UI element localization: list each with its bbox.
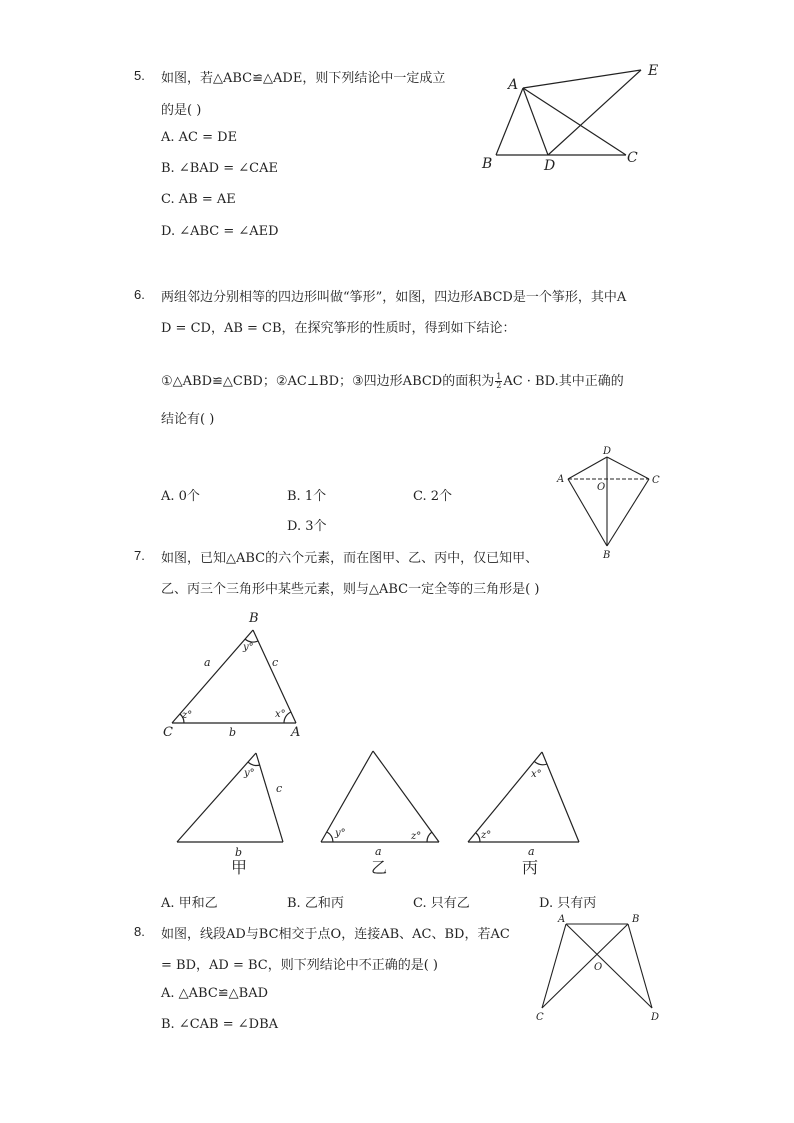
q8-stem-line2: = BD，AD = BC，则下列结论中不正确的是( ) bbox=[161, 958, 438, 973]
q8-label-o: O bbox=[594, 962, 603, 973]
q6-option-b[interactable]: B. 1个 bbox=[287, 489, 327, 504]
q5-option-a[interactable]: A. AC = DE bbox=[161, 130, 238, 145]
q5-label-b: B bbox=[482, 156, 493, 172]
q6-line3-post: AC · BD.其中正确的 bbox=[503, 374, 624, 389]
q7-label-z: z° bbox=[182, 710, 193, 721]
q6-line3-pre: ①△ABD≌△CBD；②AC⊥BD；③四边形ABCD的面积为 bbox=[161, 374, 495, 389]
q6-number: 6. bbox=[134, 287, 145, 302]
q7-label-A: A bbox=[291, 725, 301, 740]
q5-number: 5. bbox=[134, 68, 145, 83]
q6-frac-num: 1 bbox=[496, 372, 502, 381]
q6-stem-line3 bbox=[161, 370, 624, 390]
q6-stem-line1: 两组邻边分别相等的四边形叫做“筝形”，如图，四边形ABCD是一个筝形，其中A bbox=[161, 290, 627, 305]
q7-yi-y: y° bbox=[335, 828, 346, 839]
q7-main-triangle bbox=[160, 605, 310, 745]
q5-option-d[interactable]: D. ∠ABC = ∠AED bbox=[161, 224, 279, 239]
q6-option-a[interactable]: A. 0个 bbox=[161, 489, 200, 504]
q6-label-a: A bbox=[557, 474, 565, 485]
q5-label-a: A bbox=[508, 77, 519, 93]
q7-bing-x: x° bbox=[531, 769, 542, 780]
q7-label-x: x° bbox=[275, 709, 286, 720]
q7-yi-z: z° bbox=[411, 831, 422, 842]
q6-label-d: D bbox=[603, 446, 612, 457]
q6-stem-line2: D = CD，AB = CB，在探究筝形的性质时，得到如下结论： bbox=[161, 321, 516, 336]
q8-label-d: D bbox=[651, 1012, 660, 1023]
q7-label-C: C bbox=[163, 725, 173, 740]
q8-number: 8. bbox=[134, 924, 145, 939]
q6-frac-den: 2 bbox=[496, 381, 502, 390]
q7-label-B: B bbox=[249, 611, 259, 626]
q8-stem-line1: 如图，线段AD与BC相交于点O，连接AB、AC、BD，若AC bbox=[161, 927, 510, 942]
q6-fraction bbox=[495, 373, 502, 390]
q8-label-c: C bbox=[536, 1012, 544, 1023]
q7-option-b[interactable]: B. 乙和丙 bbox=[287, 896, 344, 911]
q7-label-a: a bbox=[204, 656, 211, 669]
q8-option-b[interactable]: B. ∠CAB = ∠DBA bbox=[161, 1017, 279, 1032]
q7-bing-z: z° bbox=[481, 830, 492, 841]
q5-option-c[interactable]: C. AB = AE bbox=[161, 192, 236, 207]
q5-label-e: E bbox=[648, 63, 659, 79]
q7-label-c: c bbox=[272, 656, 279, 669]
q7-option-a[interactable]: A. 甲和乙 bbox=[161, 896, 218, 911]
q7-label-y: y° bbox=[243, 642, 254, 653]
q7-triangle-yi bbox=[315, 745, 450, 885]
q6-label-b: B bbox=[603, 550, 611, 561]
q7-jia-c: c bbox=[276, 782, 283, 795]
q6-label-c: C bbox=[652, 475, 660, 486]
q5-option-b[interactable]: B. ∠BAD = ∠CAE bbox=[161, 161, 278, 176]
q7-jia-name: 甲 bbox=[231, 858, 248, 877]
q8-option-a[interactable]: A. △ABC≌△BAD bbox=[161, 986, 269, 1001]
q7-option-c[interactable]: C. 只有乙 bbox=[413, 896, 470, 911]
q7-yi-a: a bbox=[375, 845, 382, 858]
q7-bing-a: a bbox=[528, 845, 535, 858]
q7-label-b: b bbox=[229, 726, 237, 739]
q7-stem-line2: 乙、丙三个三角形中某些元素，则与△ABC一定全等的三角形是( ) bbox=[161, 582, 540, 597]
q8-label-a: A bbox=[558, 914, 566, 925]
q7-jia-y: y° bbox=[244, 768, 255, 779]
q8-label-b: B bbox=[632, 914, 640, 925]
q5-stem-line2: 的是( ) bbox=[161, 103, 202, 118]
q7-triangle-jia bbox=[170, 745, 300, 885]
q6-option-c[interactable]: C. 2个 bbox=[413, 489, 453, 504]
q7-jia-b: b bbox=[235, 846, 243, 859]
q5-stem-line1: 如图，若△ABC≌△ADE，则下列结论中一定成立 bbox=[161, 71, 446, 86]
q5-label-c: C bbox=[627, 150, 638, 166]
q5-label-d: D bbox=[544, 158, 556, 174]
q6-stem-line4: 结论有( ) bbox=[161, 412, 215, 427]
q7-yi-name: 乙 bbox=[371, 858, 388, 877]
q7-option-d[interactable]: D. 只有丙 bbox=[539, 896, 597, 911]
q6-option-d[interactable]: D. 3个 bbox=[287, 519, 327, 534]
q7-bing-name: 丙 bbox=[522, 858, 539, 877]
q6-figure bbox=[552, 444, 672, 564]
q5-figure bbox=[478, 58, 668, 178]
q7-triangle-bing bbox=[462, 745, 592, 885]
q8-figure bbox=[528, 908, 668, 1028]
q7-number: 7. bbox=[134, 548, 145, 563]
q6-label-o: O bbox=[597, 482, 606, 493]
q7-stem-line1: 如图，已知△ABC的六个元素，而在图甲、乙、丙中，仅已知甲、 bbox=[161, 551, 539, 566]
